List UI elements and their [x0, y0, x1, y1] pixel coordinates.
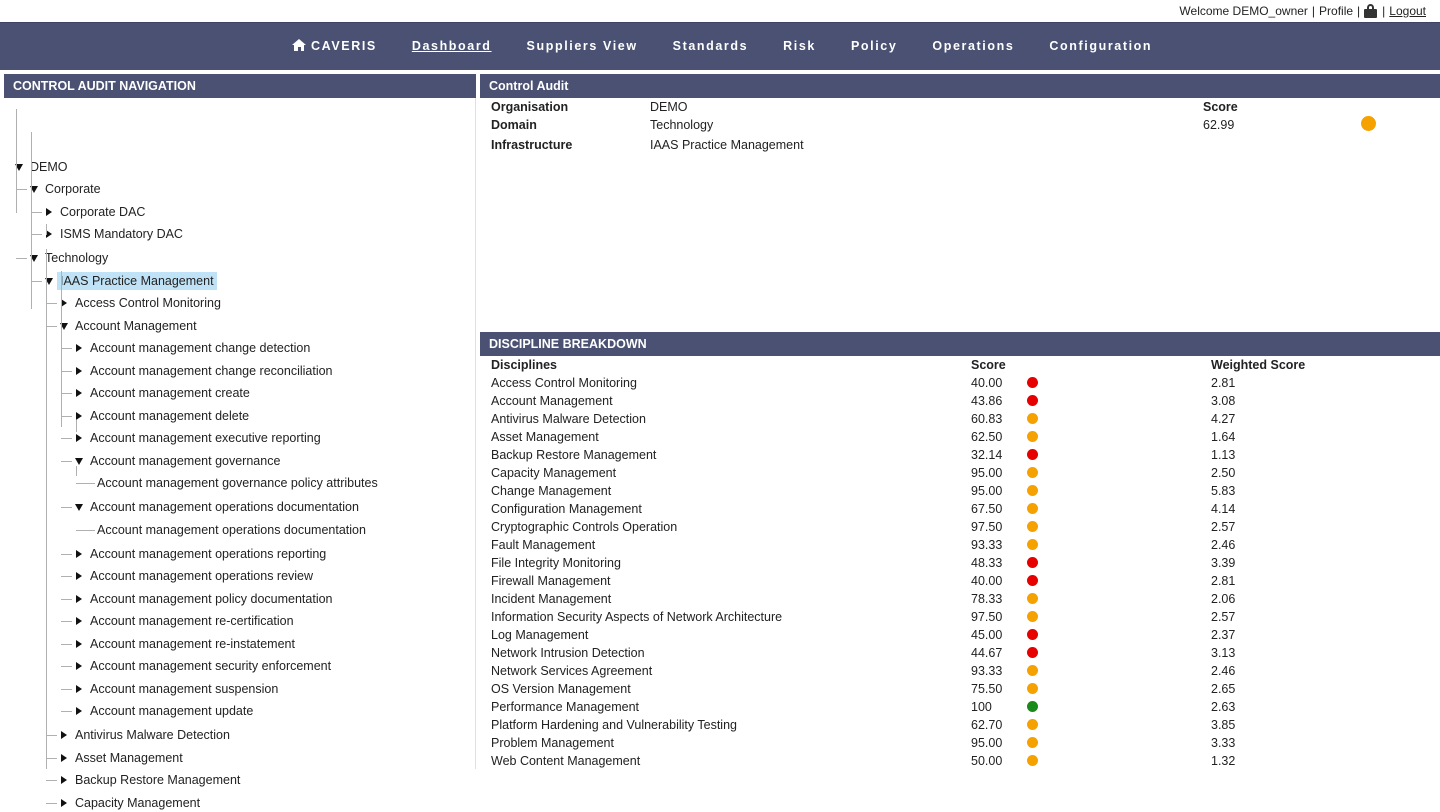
status-dot-icon — [1027, 557, 1038, 568]
tree-connector — [61, 621, 72, 622]
discipline-score: 40.00 — [971, 376, 1003, 390]
discipline-score: 100 — [971, 700, 992, 714]
collapsed-arrow-icon[interactable] — [74, 684, 84, 694]
tree-node[interactable] — [59, 749, 183, 767]
discipline-score: 43.86 — [971, 394, 1003, 408]
discipline-score: 44.67 — [971, 646, 1003, 660]
discipline-score: 95.00 — [971, 736, 1003, 750]
panel-title: Control Audit — [480, 74, 1440, 98]
discipline-name: Backup Restore Management — [491, 448, 657, 462]
collapsed-arrow-icon[interactable] — [74, 571, 84, 581]
discipline-weighted-score: 3.85 — [1211, 718, 1236, 732]
discipline-weighted-score: 2.06 — [1211, 592, 1236, 606]
separator: | — [1382, 4, 1386, 18]
discipline-weighted-score: 4.27 — [1211, 412, 1236, 426]
discipline-score: 67.50 — [971, 502, 1003, 516]
discipline-row[interactable] — [480, 753, 1440, 771]
tree-connector — [16, 189, 27, 190]
status-dot-icon — [1027, 467, 1038, 478]
tree-connector — [61, 461, 72, 462]
discipline-row[interactable] — [480, 501, 1440, 519]
discipline-name: Access Control Monitoring — [491, 376, 637, 390]
discipline-weighted-score: 1.64 — [1211, 430, 1236, 444]
status-dot-icon — [1027, 377, 1038, 388]
tree-guide-line — [46, 224, 47, 235]
collapsed-arrow-icon[interactable] — [74, 616, 84, 626]
discipline-weighted-score: 2.81 — [1211, 376, 1236, 390]
discipline-weighted-score: 3.39 — [1211, 556, 1236, 570]
tree-node[interactable] — [29, 180, 101, 198]
tree-guide-line — [31, 201, 32, 309]
discipline-row[interactable] — [480, 699, 1440, 717]
tree-connector — [46, 803, 57, 804]
welcome-text: Welcome DEMO_owner — [1179, 4, 1308, 18]
status-dot-icon — [1027, 521, 1038, 532]
discipline-weighted-score: 2.50 — [1211, 466, 1236, 480]
discipline-row[interactable] — [480, 483, 1440, 501]
collapsed-arrow-icon[interactable] — [74, 661, 84, 671]
tree-node-label[interactable]: Account management operations review — [90, 569, 314, 583]
discipline-name: Asset Management — [491, 430, 599, 444]
tree-node-label[interactable]: Account management governance policy attributes — [97, 476, 378, 490]
collapsed-arrow-icon[interactable] — [59, 753, 69, 763]
discipline-name: Capacity Management — [491, 466, 617, 480]
tree-node-label[interactable]: IAAS Practice Management — [57, 272, 217, 290]
control-audit-navigation-panel — [4, 74, 476, 810]
tree-node[interactable] — [74, 362, 333, 380]
discipline-weighted-score: 2.46 — [1211, 664, 1236, 678]
tree-node-label[interactable]: Account management suspension — [90, 682, 279, 696]
discipline-weighted-score: 1.32 — [1211, 754, 1236, 768]
tree-connector — [61, 711, 72, 712]
tree-node[interactable] — [59, 294, 221, 312]
tree-node-label[interactable]: Corporate — [45, 182, 101, 196]
status-dot-icon — [1027, 755, 1038, 766]
tree-connector — [46, 780, 57, 781]
discipline-row[interactable] — [480, 447, 1440, 465]
nav-configuration[interactable]: Configuration — [1049, 39, 1153, 53]
tree-node[interactable] — [74, 407, 249, 425]
tree-node-label[interactable]: Account management re-instatement — [90, 637, 295, 651]
organisation-label: Organisation — [491, 100, 569, 114]
collapsed-arrow-icon[interactable] — [74, 343, 84, 353]
tree-node-label[interactable]: Account management policy documentation — [90, 592, 333, 606]
status-dot-icon — [1027, 485, 1038, 496]
tree-node[interactable] — [59, 726, 230, 744]
collapsed-arrow-icon[interactable] — [74, 388, 84, 398]
tree-node[interactable] — [74, 545, 326, 563]
discipline-score: 62.50 — [971, 430, 1003, 444]
discipline-weighted-score: 2.63 — [1211, 700, 1236, 714]
tree-guide-line — [76, 420, 77, 432]
tree-connector — [31, 234, 42, 235]
status-dot-icon — [1027, 665, 1038, 676]
tree-node-label[interactable]: Access Control Monitoring — [75, 296, 221, 310]
score-label: Score — [1203, 100, 1238, 114]
tree-guide-line — [16, 109, 17, 213]
tree-connector — [61, 666, 72, 667]
discipline-row[interactable] — [480, 411, 1440, 429]
tree-guide-line — [46, 249, 47, 769]
discipline-score: 45.00 — [971, 628, 1003, 642]
tree-connector — [61, 554, 72, 555]
tree-node-label[interactable]: Account management change detection — [90, 341, 311, 355]
discipline-weighted-score: 1.13 — [1211, 448, 1236, 462]
discipline-name: Platform Hardening and Vulnerability Testing — [491, 718, 737, 732]
discipline-score: 95.00 — [971, 484, 1003, 498]
discipline-weighted-score: 2.65 — [1211, 682, 1236, 696]
discipline-name: Account Management — [491, 394, 613, 408]
brand-label: CAVERIS — [311, 39, 377, 53]
discipline-row[interactable] — [480, 519, 1440, 537]
tree-connector — [61, 576, 72, 577]
tree-node[interactable] — [74, 384, 250, 402]
status-dot-icon — [1027, 611, 1038, 622]
tree-connector — [76, 530, 95, 531]
collapsed-arrow-icon[interactable] — [59, 730, 69, 740]
discipline-score: 50.00 — [971, 754, 1003, 768]
tree-node-label[interactable]: ISMS Mandatory DAC — [60, 227, 183, 241]
main-nav — [0, 22, 1440, 70]
tree-node-label[interactable]: Account management security enforcement — [90, 659, 332, 673]
discipline-weighted-score: 2.37 — [1211, 628, 1236, 642]
tree-node[interactable] — [97, 474, 378, 492]
discipline-score: 62.70 — [971, 718, 1003, 732]
tree-node[interactable] — [14, 158, 68, 176]
tree-connector — [61, 416, 72, 417]
status-dot-icon — [1027, 647, 1038, 658]
discipline-weighted-score: 2.46 — [1211, 538, 1236, 552]
tree-node[interactable] — [74, 702, 253, 720]
tree-node-label[interactable]: Account management operations documentation — [90, 500, 359, 514]
score-status-indicator — [1361, 116, 1376, 131]
discipline-name: Network Services Agreement — [491, 664, 653, 678]
tree-node-label[interactable]: Account Management — [75, 319, 197, 333]
discipline-weighted-score: 5.83 — [1211, 484, 1236, 498]
tree-node[interactable] — [44, 225, 183, 243]
tree-node[interactable] — [29, 249, 108, 267]
discipline-row[interactable] — [480, 717, 1440, 735]
tree-node[interactable] — [74, 590, 333, 608]
tree-node[interactable] — [74, 498, 359, 516]
collapsed-arrow-icon[interactable] — [44, 207, 54, 217]
tree-node-label[interactable]: Account management operations reporting — [90, 547, 327, 561]
expanded-arrow-icon[interactable] — [74, 502, 84, 512]
nav-dashboard[interactable]: Dashboard — [411, 39, 492, 53]
nav-operations[interactable]: Operations — [932, 39, 1015, 53]
discipline-name: Performance Management — [491, 700, 639, 714]
discipline-weighted-score: 4.14 — [1211, 502, 1236, 516]
tree-connector — [31, 212, 42, 213]
discipline-name: Antivirus Malware Detection — [491, 412, 646, 426]
collapsed-arrow-icon[interactable] — [59, 775, 69, 785]
tree-node[interactable] — [74, 657, 331, 675]
discipline-score: 95.00 — [971, 466, 1003, 480]
column-header-disciplines: Disciplines — [491, 358, 557, 372]
discipline-row[interactable] — [480, 591, 1440, 609]
column-header-weighted-score: Weighted Score — [1211, 358, 1306, 372]
status-dot-icon — [1027, 449, 1038, 460]
nav-policy[interactable]: Policy — [850, 39, 898, 53]
tree-node[interactable] — [44, 272, 217, 290]
status-dot-icon — [1027, 683, 1038, 694]
discipline-weighted-score: 2.57 — [1211, 520, 1236, 534]
separator: | — [1311, 4, 1316, 18]
discipline-score: 32.14 — [971, 448, 1003, 462]
collapsed-arrow-icon[interactable] — [74, 433, 84, 443]
tree-connector — [46, 303, 57, 304]
tree-node-label[interactable]: Account management operations documentation — [97, 523, 366, 537]
infrastructure-label: Infrastructure — [491, 138, 573, 152]
discipline-row[interactable] — [480, 375, 1440, 393]
tree-guide-line — [61, 271, 62, 427]
discipline-row[interactable] — [480, 393, 1440, 411]
tree-node[interactable] — [59, 771, 240, 789]
tree-node[interactable] — [74, 429, 321, 447]
collapsed-arrow-icon[interactable] — [74, 639, 84, 649]
tree-node-label[interactable]: Asset Management — [75, 751, 183, 765]
discipline-name: Incident Management — [491, 592, 612, 606]
collapsed-arrow-icon[interactable] — [74, 549, 84, 559]
discipline-row[interactable] — [480, 663, 1440, 681]
discipline-score: 93.33 — [971, 664, 1003, 678]
status-dot-icon — [1027, 413, 1038, 424]
tree-node[interactable] — [97, 521, 366, 539]
score-value: 62.99 — [1203, 118, 1235, 132]
logout-link[interactable]: Logout — [1389, 4, 1426, 18]
tree-node[interactable] — [74, 452, 280, 470]
tree-connector — [61, 438, 72, 439]
discipline-name: File Integrity Monitoring — [491, 556, 621, 570]
tree-node-label[interactable]: Account management create — [90, 386, 250, 400]
tree-connector — [16, 258, 27, 259]
tree-connector — [61, 599, 72, 600]
nav-home-caveris[interactable] — [292, 39, 377, 53]
discipline-name: Configuration Management — [491, 502, 642, 516]
expanded-arrow-icon[interactable] — [74, 456, 84, 466]
status-dot-icon — [1027, 431, 1038, 442]
tree-connector — [61, 689, 72, 690]
tree-connector — [76, 483, 95, 484]
discipline-name: Information Security Aspects of Network Architecture — [491, 610, 783, 624]
tree-connector — [46, 735, 57, 736]
discipline-name: Firewall Management — [491, 574, 611, 588]
tree-node-label[interactable]: DEMO — [30, 160, 68, 174]
tree-node[interactable] — [74, 567, 313, 585]
discipline-row[interactable] — [480, 645, 1440, 663]
discipline-name: Change Management — [491, 484, 612, 498]
discipline-score: 60.83 — [971, 412, 1003, 426]
discipline-weighted-score: 3.13 — [1211, 646, 1236, 660]
domain-label: Domain — [491, 118, 537, 132]
discipline-row[interactable] — [480, 537, 1440, 555]
tree-node-label[interactable]: Capacity Management — [75, 796, 201, 810]
discipline-row[interactable] — [480, 429, 1440, 447]
discipline-score: 97.50 — [971, 610, 1003, 624]
tree-connector — [61, 644, 72, 645]
tree-node[interactable] — [74, 680, 278, 698]
discipline-name: Log Management — [491, 628, 589, 642]
status-dot-icon — [1027, 629, 1038, 640]
infrastructure-value: IAAS Practice Management — [650, 138, 804, 152]
tree-node-label[interactable]: Account management update — [90, 704, 254, 718]
status-dot-icon — [1027, 395, 1038, 406]
tree-connector — [46, 758, 57, 759]
discipline-row[interactable] — [480, 735, 1440, 753]
tree-connector — [31, 281, 42, 282]
discipline-row[interactable] — [480, 465, 1440, 483]
tree-node[interactable] — [74, 339, 310, 357]
discipline-score: 40.00 — [971, 574, 1003, 588]
collapsed-arrow-icon[interactable] — [74, 366, 84, 376]
user-bar — [0, 0, 1440, 22]
discipline-name: Web Content Management — [491, 754, 641, 768]
tree-node-label[interactable]: Account management re-certification — [90, 614, 294, 628]
discipline-score: 93.33 — [971, 538, 1003, 552]
panel-title: CONTROL AUDIT NAVIGATION — [4, 74, 476, 98]
tree-node-label[interactable]: Corporate DAC — [60, 205, 146, 219]
discipline-weighted-score: 3.33 — [1211, 736, 1236, 750]
status-dot-icon — [1027, 737, 1038, 748]
tree-node-label[interactable]: Account management change reconciliation — [90, 364, 333, 378]
discipline-name: Network Intrusion Detection — [491, 646, 645, 660]
tree-connector — [46, 326, 57, 327]
status-dot-icon — [1027, 593, 1038, 604]
discipline-weighted-score: 2.57 — [1211, 610, 1236, 624]
status-dot-icon — [1027, 575, 1038, 586]
collapsed-arrow-icon[interactable] — [74, 706, 84, 716]
tree-node-label[interactable]: Account management delete — [90, 409, 250, 423]
discipline-score: 48.33 — [971, 556, 1003, 570]
tree-connector — [61, 507, 72, 508]
discipline-score: 75.50 — [971, 682, 1003, 696]
tree-node[interactable] — [44, 203, 145, 221]
status-dot-icon — [1027, 539, 1038, 550]
tree-node[interactable] — [59, 794, 200, 812]
discipline-weighted-score: 3.08 — [1211, 394, 1236, 408]
navigation-tree — [4, 98, 476, 810]
collapsed-arrow-icon[interactable] — [59, 798, 69, 808]
collapsed-arrow-icon[interactable] — [74, 594, 84, 604]
tree-node-label[interactable]: Technology — [45, 251, 109, 265]
separator: | — [1357, 4, 1361, 18]
tree-guide-line — [76, 466, 77, 476]
nav-suppliers-view[interactable]: Suppliers View — [526, 39, 638, 53]
domain-value: Technology — [650, 118, 714, 132]
panel-title: DISCIPLINE BREAKDOWN — [480, 332, 1440, 356]
tree-node-label[interactable]: Antivirus Malware Detection — [75, 728, 230, 742]
discipline-name: OS Version Management — [491, 682, 631, 696]
discipline-row[interactable] — [480, 627, 1440, 645]
status-dot-icon — [1027, 719, 1038, 730]
tree-node[interactable] — [59, 317, 197, 335]
home-icon — [292, 39, 306, 51]
tree-connector — [61, 348, 72, 349]
tree-node-label[interactable]: Account management governance — [90, 454, 281, 468]
lock-icon[interactable] — [1364, 4, 1378, 18]
tree-node[interactable] — [74, 635, 295, 653]
discipline-score: 78.33 — [971, 592, 1003, 606]
status-dot-icon — [1027, 701, 1038, 712]
discipline-name: Cryptographic Controls Operation — [491, 520, 678, 534]
nav-risk[interactable]: Risk — [783, 39, 816, 53]
nav-standards[interactable]: Standards — [672, 39, 749, 53]
discipline-name: Fault Management — [491, 538, 596, 552]
discipline-row[interactable] — [480, 573, 1440, 591]
organisation-value: DEMO — [650, 100, 688, 114]
tree-connector — [61, 371, 72, 372]
tree-node-label[interactable]: Account management executive reporting — [90, 431, 321, 445]
status-dot-icon — [1027, 503, 1038, 514]
discipline-name: Problem Management — [491, 736, 614, 750]
tree-node[interactable] — [74, 612, 294, 630]
discipline-weighted-score: 2.81 — [1211, 574, 1236, 588]
discipline-row[interactable] — [480, 555, 1440, 573]
column-header-score: Score — [971, 358, 1006, 372]
tree-node-label[interactable]: Backup Restore Management — [75, 773, 241, 787]
discipline-row[interactable] — [480, 609, 1440, 627]
discipline-score: 97.50 — [971, 520, 1003, 534]
tree-connector — [61, 393, 72, 394]
profile-link[interactable]: Profile — [1319, 4, 1354, 18]
discipline-row[interactable] — [480, 681, 1440, 699]
